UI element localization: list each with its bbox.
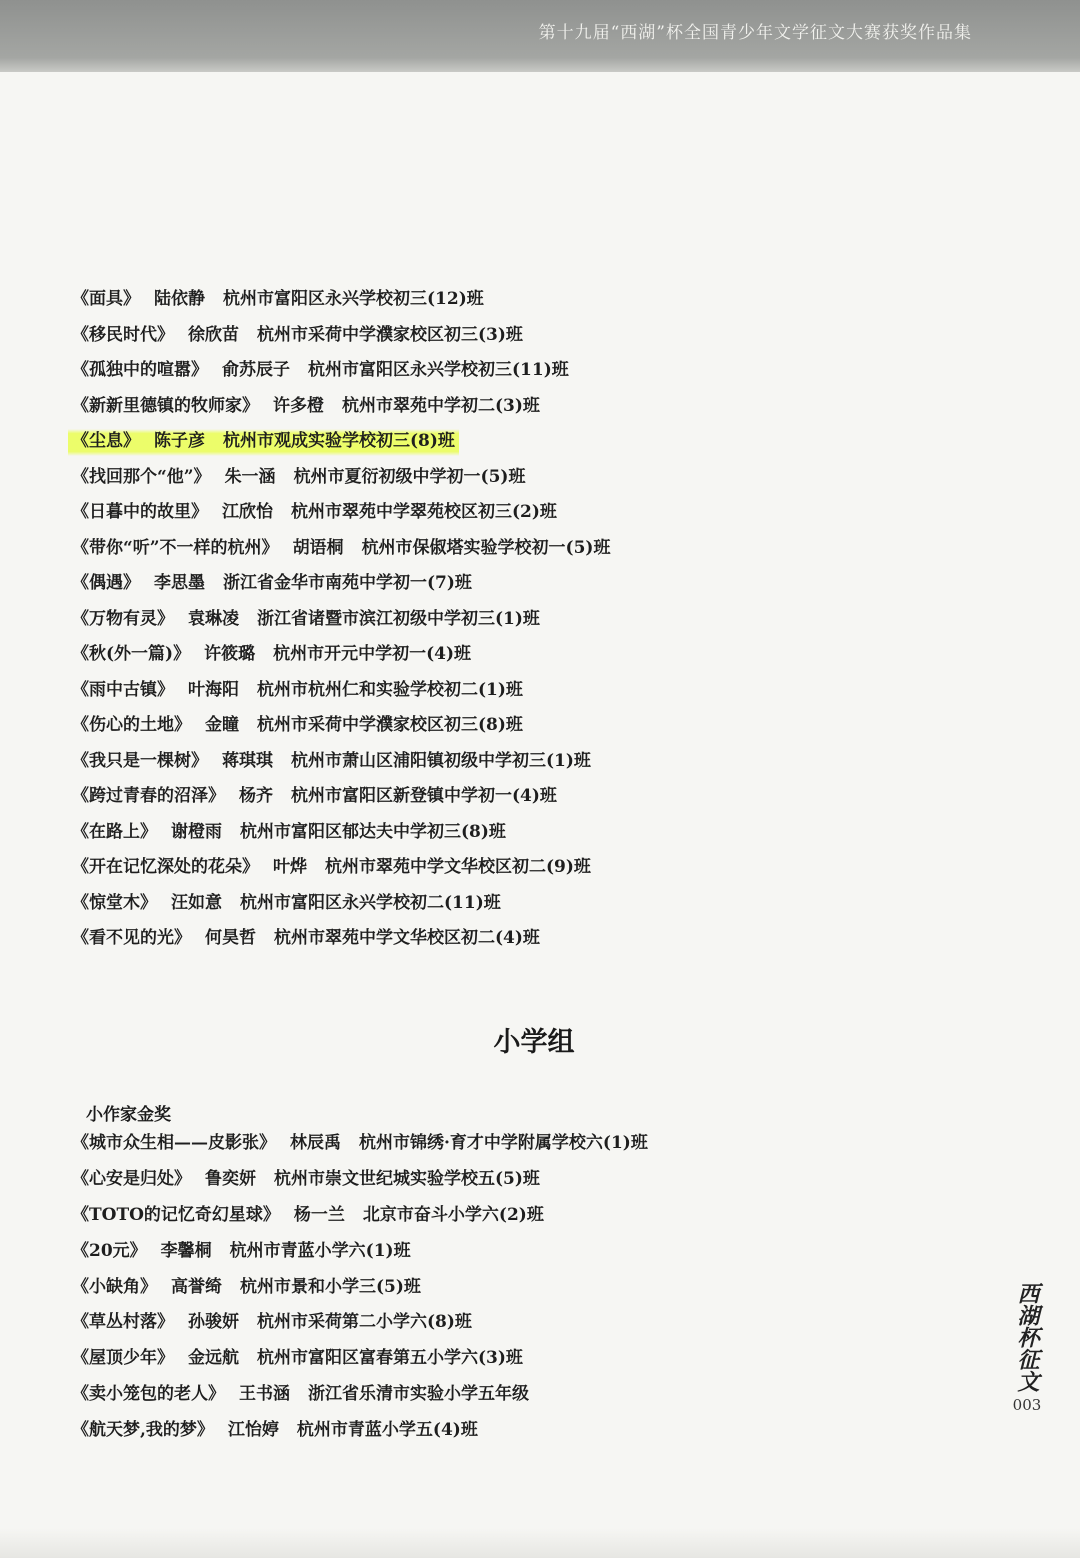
author-name: 俞苏辰子: [222, 360, 290, 380]
list-item: [72, 462, 610, 498]
list-item: [72, 1379, 648, 1415]
work-title: 《心安是归处》: [72, 1168, 191, 1189]
author-name: 李馨桐: [160, 1240, 212, 1261]
work-title: 《20元》: [72, 1240, 147, 1261]
author-name: 孙骏妍: [188, 1312, 239, 1333]
highlighter-mark: [68, 426, 459, 456]
school-class: 杭州市杭州仁和实验学校初二(1)班: [257, 679, 523, 700]
author-name: 许多橙: [273, 395, 324, 416]
author-name: 杨齐: [239, 786, 273, 806]
list-item: [72, 746, 610, 782]
author-name: 陆依静: [154, 289, 205, 309]
author-name: 汪如意: [171, 892, 222, 913]
school-class: 杭州市富阳区富春第五小学六(3)班: [257, 1348, 523, 1369]
list-item: [72, 284, 610, 320]
author-name: 胡语桐: [292, 537, 344, 558]
author-name: 朱一涵: [224, 466, 276, 487]
work-title: 《卖小笼包的老人》: [72, 1384, 225, 1405]
header-band: [0, 0, 1080, 72]
school-class: 杭州市富阳区新登镇中学初一(4)班: [291, 786, 557, 806]
author-name: 袁琳凌: [188, 608, 239, 629]
primary-school-entry-list: [72, 1128, 648, 1451]
work-title: 《日暮中的故里》: [72, 502, 208, 522]
school-class: 杭州市锦绣·育才中学附属学校六(1)班: [359, 1133, 648, 1153]
work-title: 《小缺角》: [72, 1276, 157, 1297]
list-item: [72, 1128, 648, 1164]
school-class: 杭州市保俶塔实验学校初一(5)班: [361, 537, 611, 558]
work-title: 《我只是一棵树》: [72, 750, 208, 771]
side-tab-title: 西湖杯征文: [1014, 1282, 1039, 1392]
page-bottom-shade: [0, 1528, 1080, 1558]
work-title: 《找回那个“他”》: [72, 466, 211, 487]
list-item: [72, 675, 610, 711]
school-class: 杭州市萧山区浦阳镇初级中学初三(1)班: [291, 750, 591, 771]
school-class: 杭州市富阳区永兴学校初三(11)班: [308, 360, 569, 380]
list-item: [72, 1200, 648, 1236]
work-title: 《在路上》: [72, 821, 157, 842]
work-title: 《看不见的光》: [72, 928, 191, 948]
work-title: 《雨中古镇》: [72, 679, 174, 700]
author-name: 徐欣苗: [188, 324, 239, 345]
school-class: 杭州市翠苑中学翠苑校区初三(2)班: [291, 502, 557, 522]
list-item: [72, 604, 610, 640]
work-title: 《开在记忆深处的花朵》: [72, 857, 259, 877]
work-title: 《航天梦,我的梦》: [72, 1420, 214, 1441]
list-item: [72, 391, 610, 427]
school-class: 杭州市翠苑中学文华校区初二(4)班: [274, 928, 540, 948]
school-class: 浙江省乐清市实验小学五年级: [308, 1384, 529, 1405]
list-item: [72, 1236, 648, 1272]
school-class: 浙江省金华市南苑中学初一(7)班: [223, 573, 472, 593]
list-item: [72, 1272, 648, 1308]
author-name: 许筱璐: [204, 644, 256, 664]
school-class: 杭州市翠苑中学初二(3)班: [342, 395, 540, 416]
list-item: [72, 888, 610, 924]
author-name: 谢橙雨: [171, 821, 222, 842]
author-name: 高誉绮: [171, 1276, 222, 1297]
work-title: 《孤独中的喧嚣》: [72, 360, 208, 380]
middle-school-entry-list: [72, 284, 610, 959]
work-title: 《秋(外一篇)》: [72, 644, 191, 664]
list-item: [72, 1415, 648, 1451]
work-title: 《城市众生相——皮影张》: [72, 1133, 276, 1153]
work-title: 《尘息》: [72, 431, 140, 451]
school-class: 杭州市观成实验学校初三(8)班: [223, 431, 455, 451]
work-title: 《带你“听”不一样的杭州》: [72, 537, 279, 558]
author-name: 何昊哲: [205, 928, 256, 948]
list-item: [72, 568, 610, 604]
work-title: 《惊堂木》: [72, 892, 157, 913]
work-title: 《新新里德镇的牧师家》: [72, 395, 259, 416]
work-title: 《万物有灵》: [72, 608, 174, 629]
school-class: 杭州市翠苑中学文华校区初二(9)班: [325, 857, 591, 877]
school-class: 杭州市富阳区永兴学校初三(12)班: [223, 289, 484, 309]
author-name: 鲁奕妍: [205, 1168, 256, 1189]
work-title: 《跨过青春的沼泽》: [72, 786, 225, 806]
school-class: 杭州市采荷中学濮家校区初三(8)班: [257, 715, 523, 735]
school-class: 杭州市崇文世纪城实验学校五(5)班: [274, 1168, 540, 1189]
work-title: 《屋顶少年》: [72, 1348, 174, 1369]
author-name: 林辰禹: [290, 1133, 341, 1153]
side-tab: [1014, 1282, 1044, 1414]
school-class: 浙江省诸暨市滨江初级中学初三(1)班: [257, 608, 540, 629]
list-item: [72, 852, 610, 888]
school-class: 杭州市开元中学初一(4)班: [273, 644, 472, 664]
school-class: 杭州市采荷中学濮家校区初三(3)班: [257, 324, 523, 345]
school-class: 杭州市青蓝小学六(1)班: [229, 1240, 411, 1261]
list-item: [72, 710, 610, 746]
award-heading: 小作家金奖: [86, 1105, 171, 1125]
work-title: 《伤心的土地》: [72, 715, 191, 735]
list-item: [72, 817, 610, 853]
list-item: [72, 533, 610, 569]
work-title: 《面具》: [72, 289, 140, 309]
list-item: [72, 1343, 648, 1379]
list-item: [72, 1164, 648, 1200]
author-name: 叶海阳: [188, 679, 239, 700]
author-name: 蒋琪琪: [222, 750, 273, 771]
school-class: 杭州市采荷第二小学六(8)班: [257, 1312, 472, 1333]
list-item: [72, 1307, 648, 1343]
section-heading: 小学组: [493, 1027, 575, 1058]
author-name: 王书涵: [239, 1384, 290, 1405]
highlighted-list-item: [72, 426, 610, 462]
author-name: 江欣怡: [222, 502, 273, 522]
school-class: 杭州市富阳区郁达夫中学初三(8)班: [240, 821, 506, 842]
work-title: 《移民时代》: [72, 324, 174, 345]
author-name: 陈子彦: [154, 431, 205, 451]
list-item: [72, 639, 610, 675]
list-item: [72, 355, 610, 391]
work-title: 《草丛村落》: [72, 1312, 174, 1333]
list-item: [72, 781, 610, 817]
running-header-title: 第十九届“西湖”杯全国青少年文学征文大赛获奖作品集: [538, 23, 972, 43]
list-item: [72, 497, 610, 533]
author-name: 金远航: [188, 1348, 239, 1369]
school-class: 北京市奋斗小学六(2)班: [362, 1204, 544, 1225]
author-name: 叶烨: [273, 857, 307, 877]
school-class: 杭州市富阳区永兴学校初二(11)班: [240, 892, 501, 913]
author-name: 杨一兰: [293, 1204, 345, 1225]
school-class: 杭州市夏衍初级中学初一(5)班: [293, 466, 526, 487]
list-item: [72, 923, 610, 959]
author-name: 江怡婷: [227, 1420, 279, 1441]
page-number: 003: [1012, 1396, 1042, 1414]
work-title: 《TOTO的记忆奇幻星球》: [72, 1204, 280, 1225]
author-name: 李思墨: [154, 573, 205, 593]
list-item: [72, 320, 610, 356]
school-class: 杭州市青蓝小学五(4)班: [296, 1420, 478, 1441]
author-name: 金瞳: [205, 715, 239, 735]
school-class: 杭州市景和小学三(5)班: [240, 1276, 421, 1297]
work-title: 《偶遇》: [72, 573, 140, 593]
